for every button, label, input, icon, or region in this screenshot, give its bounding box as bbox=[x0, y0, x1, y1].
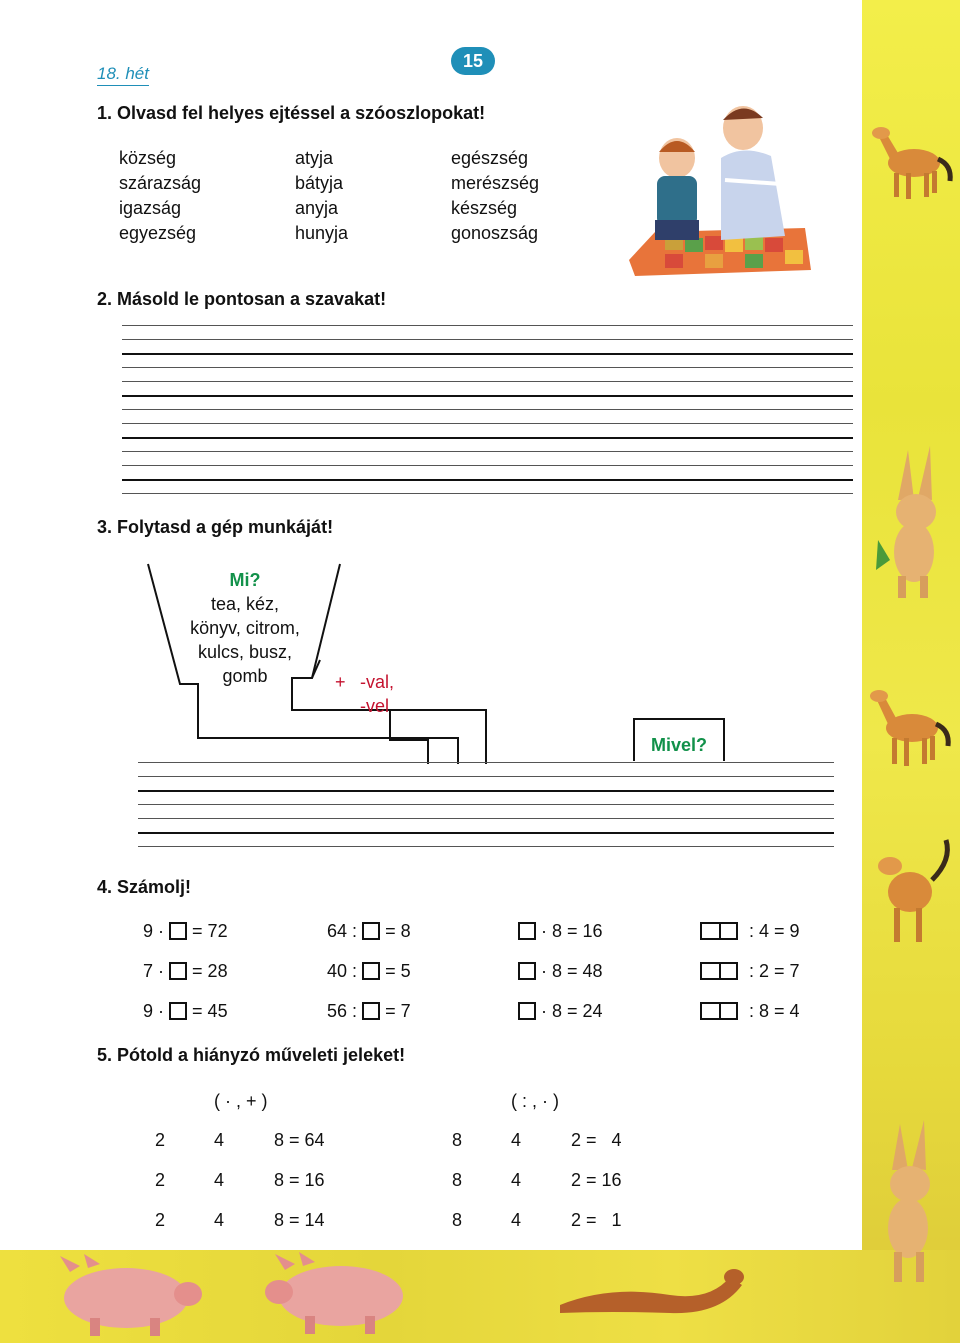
output-question: Mivel? bbox=[633, 718, 725, 761]
calc-item: : 2 = 7 bbox=[700, 961, 800, 982]
answer-box[interactable] bbox=[362, 962, 380, 980]
word: hunyja bbox=[295, 223, 349, 243]
word: atyja bbox=[295, 148, 334, 168]
word: egyezség bbox=[119, 223, 197, 243]
answer-box[interactable] bbox=[518, 922, 536, 940]
expr-number: 8 bbox=[452, 1210, 463, 1230]
calc-item: 9 · = 72 bbox=[143, 921, 228, 941]
page-number-badge: 15 bbox=[451, 47, 495, 75]
rabbit-icon bbox=[868, 440, 958, 600]
word: gonoszság bbox=[451, 223, 539, 243]
expr-result: 2 = 1 bbox=[571, 1210, 622, 1230]
input-word-line: gomb bbox=[222, 666, 268, 686]
calc-item: 7 · = 28 bbox=[143, 961, 228, 981]
answer-box[interactable] bbox=[362, 1002, 380, 1020]
expr-number: 2 bbox=[155, 1210, 166, 1230]
word-column-2 bbox=[295, 146, 348, 246]
task2-title: 2. Másold le pontosan a szavakat! bbox=[97, 289, 387, 309]
task1-title: 1. Olvasd fel helyes ejtéssel a szóoszlopokat! bbox=[97, 103, 486, 123]
expr-result: 2 = 16 bbox=[571, 1170, 622, 1190]
answer-box[interactable] bbox=[169, 962, 187, 980]
calc-item: 64 : = 8 bbox=[327, 921, 411, 941]
answer-box[interactable] bbox=[169, 1002, 187, 1020]
expr-number: 2 bbox=[155, 1170, 166, 1190]
task5-title: 5. Pótold a hiányzó műveleti jeleket! bbox=[97, 1045, 406, 1065]
input-word-line: tea, kéz, bbox=[210, 594, 280, 614]
suffix-vel: -vel bbox=[360, 696, 390, 716]
calc-item: : 8 = 4 bbox=[700, 1001, 800, 1022]
rabbit-icon bbox=[866, 1110, 956, 1290]
expr-number: 4 bbox=[511, 1210, 522, 1230]
word: merészség bbox=[451, 173, 540, 193]
child-and-father-icon bbox=[625, 100, 815, 278]
calc-item: 9 · = 45 bbox=[143, 1001, 228, 1021]
calc-item: · 8 = 16 bbox=[518, 921, 603, 942]
operator-hint-left: ( · , + ) bbox=[214, 1091, 268, 1111]
expr-number: 4 bbox=[214, 1130, 225, 1150]
answer-box-double[interactable] bbox=[700, 962, 738, 980]
pig-icon bbox=[255, 1250, 425, 1340]
expr-number: 4 bbox=[214, 1210, 225, 1230]
suffix-plus: + bbox=[335, 672, 346, 692]
expr-result: 8 = 14 bbox=[274, 1210, 325, 1230]
word: igazság bbox=[119, 198, 182, 218]
horse-icon bbox=[866, 115, 956, 205]
word: szárazság bbox=[119, 173, 202, 193]
expr-number: 4 bbox=[511, 1130, 522, 1150]
expr-number: 8 bbox=[452, 1170, 463, 1190]
answer-box-double[interactable] bbox=[700, 922, 738, 940]
writing-lines bbox=[138, 762, 834, 852]
expr-number: 2 bbox=[155, 1130, 166, 1150]
expr-number: 4 bbox=[511, 1170, 522, 1190]
writing-lines bbox=[122, 325, 853, 495]
expr-number: 4 bbox=[214, 1170, 225, 1190]
answer-box[interactable] bbox=[169, 922, 187, 940]
calc-item: 40 : = 5 bbox=[327, 961, 411, 981]
word: egészség bbox=[451, 148, 529, 168]
suffix-val: -val, bbox=[360, 672, 395, 692]
calc-item: 56 : = 7 bbox=[327, 1001, 411, 1021]
expr-result: 8 = 64 bbox=[274, 1130, 325, 1150]
weasel-icon bbox=[550, 1255, 750, 1325]
task3-title: 3. Folytasd a gép munkáját! bbox=[97, 517, 334, 537]
pig-icon bbox=[40, 1252, 210, 1340]
input-word-line: kulcs, busz, bbox=[197, 642, 293, 662]
task4-title: 4. Számolj! bbox=[97, 877, 192, 897]
expr-result: 8 = 16 bbox=[274, 1170, 325, 1190]
week-label: 18. hét bbox=[97, 64, 149, 86]
word: készség bbox=[451, 198, 518, 218]
word-column-1 bbox=[119, 146, 201, 246]
calc-item: · 8 = 48 bbox=[518, 961, 603, 982]
input-word-line: könyv, citrom, bbox=[190, 618, 300, 638]
horse-icon bbox=[866, 830, 956, 950]
word: bátyja bbox=[295, 173, 344, 193]
answer-box[interactable] bbox=[518, 1002, 536, 1020]
answer-box[interactable] bbox=[362, 922, 380, 940]
answer-box[interactable] bbox=[518, 962, 536, 980]
word-column-3 bbox=[451, 146, 539, 246]
horse-icon bbox=[866, 680, 956, 775]
operator-hint-right: ( : , · ) bbox=[511, 1091, 559, 1111]
word: anyja bbox=[295, 198, 339, 218]
expr-number: 8 bbox=[452, 1130, 463, 1150]
expr-result: 2 = 4 bbox=[571, 1130, 622, 1150]
calc-item: · 8 = 24 bbox=[518, 1001, 603, 1022]
word: község bbox=[119, 148, 177, 168]
answer-box-double[interactable] bbox=[700, 1002, 738, 1020]
calc-item: : 4 = 9 bbox=[700, 921, 800, 942]
question-label: Mi? bbox=[229, 570, 261, 590]
machine-input bbox=[170, 568, 320, 688]
